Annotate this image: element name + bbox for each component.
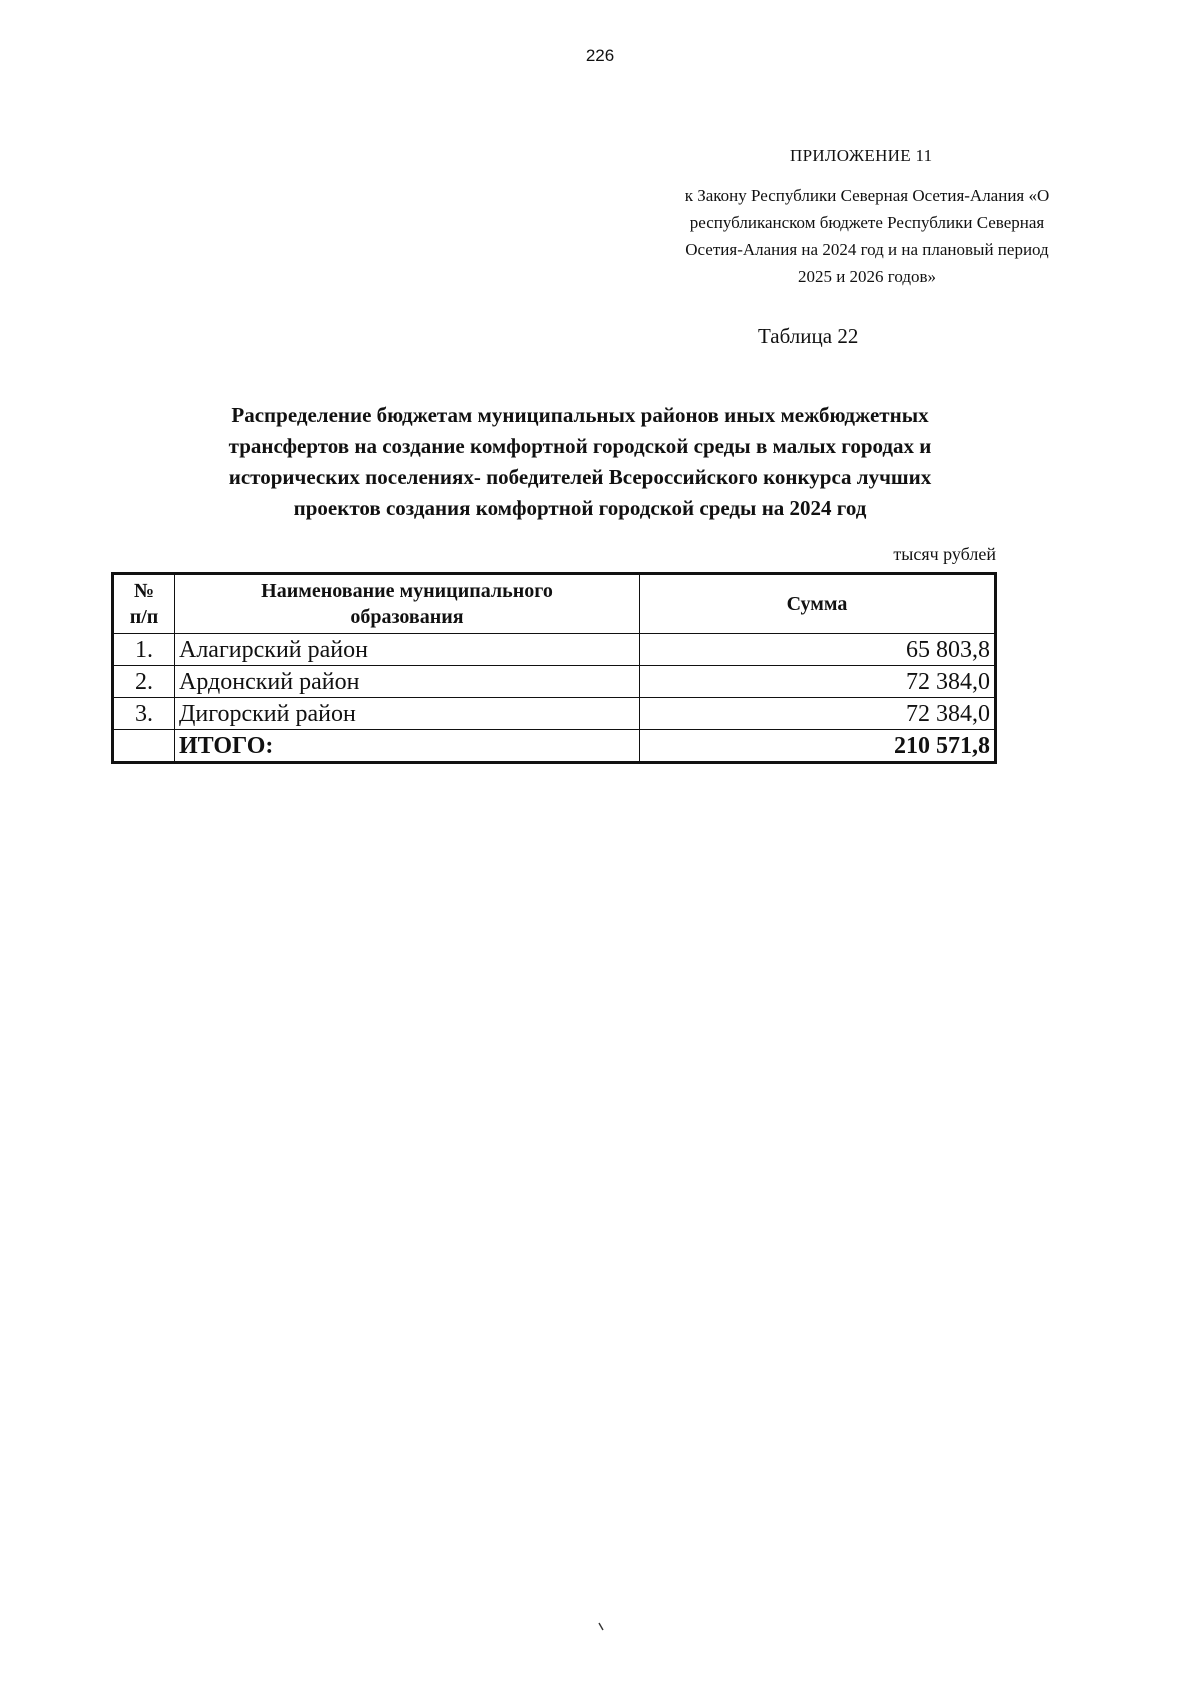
table-row	[113, 634, 996, 666]
page-number: 226	[585, 46, 615, 65]
row-number: 3.	[113, 698, 175, 730]
law-reference	[638, 182, 1096, 290]
header-number	[113, 574, 175, 634]
total-label: ИТОГО:	[175, 730, 640, 763]
table-row	[113, 698, 996, 730]
units-label: тысяч рублей	[893, 544, 996, 564]
law-reference-line: Осетия-Алания на 2024 год и на плановый период	[685, 240, 1049, 259]
distribution-table	[111, 572, 997, 764]
total-sum: 210 571,8	[640, 730, 996, 763]
row-number: 1.	[113, 634, 175, 666]
law-reference-line: к Закону Республики Северная Осетия-Алания «О	[684, 186, 1050, 205]
table-row	[113, 666, 996, 698]
row-sum: 65 803,8	[640, 634, 996, 666]
title-line: проектов создания комфортной городской среды на 2024 год	[293, 496, 867, 520]
appendix-label: ПРИЛОЖЕНИЕ 11	[790, 146, 933, 165]
header-name-line2: образования	[350, 606, 464, 628]
row-name: Дигорский район	[175, 698, 640, 730]
table-header-row	[113, 574, 996, 634]
row-sum: 72 384,0	[640, 698, 996, 730]
table-number: Таблица 22	[758, 324, 859, 348]
header-number-line1: №	[133, 580, 155, 602]
header-number-line2: п/п	[129, 606, 159, 628]
total-row	[113, 730, 996, 763]
header-sum: Сумма	[640, 574, 996, 634]
title-line: Распределение бюджетам муниципальных районов иных межбюджетных	[231, 403, 929, 427]
row-sum: 72 384,0	[640, 666, 996, 698]
document-title	[150, 400, 1010, 524]
row-name: Ардонский район	[175, 666, 640, 698]
row-number: 2.	[113, 666, 175, 698]
title-line: трансфертов на создание комфортной городской среды в малых городах и	[228, 434, 932, 458]
header-name-line1: Наименование муниципального	[261, 580, 553, 602]
scan-artifact-mark	[598, 1622, 604, 1632]
row-name: Алагирский район	[175, 634, 640, 666]
law-reference-line: 2025 и 2026 годов»	[797, 267, 937, 286]
title-line: исторических поселениях- победителей Всероссийского конкурса лучших	[228, 465, 932, 489]
law-reference-line: республиканском бюджете Республики Северная	[689, 213, 1045, 232]
header-name	[175, 574, 640, 634]
total-number	[113, 730, 175, 763]
